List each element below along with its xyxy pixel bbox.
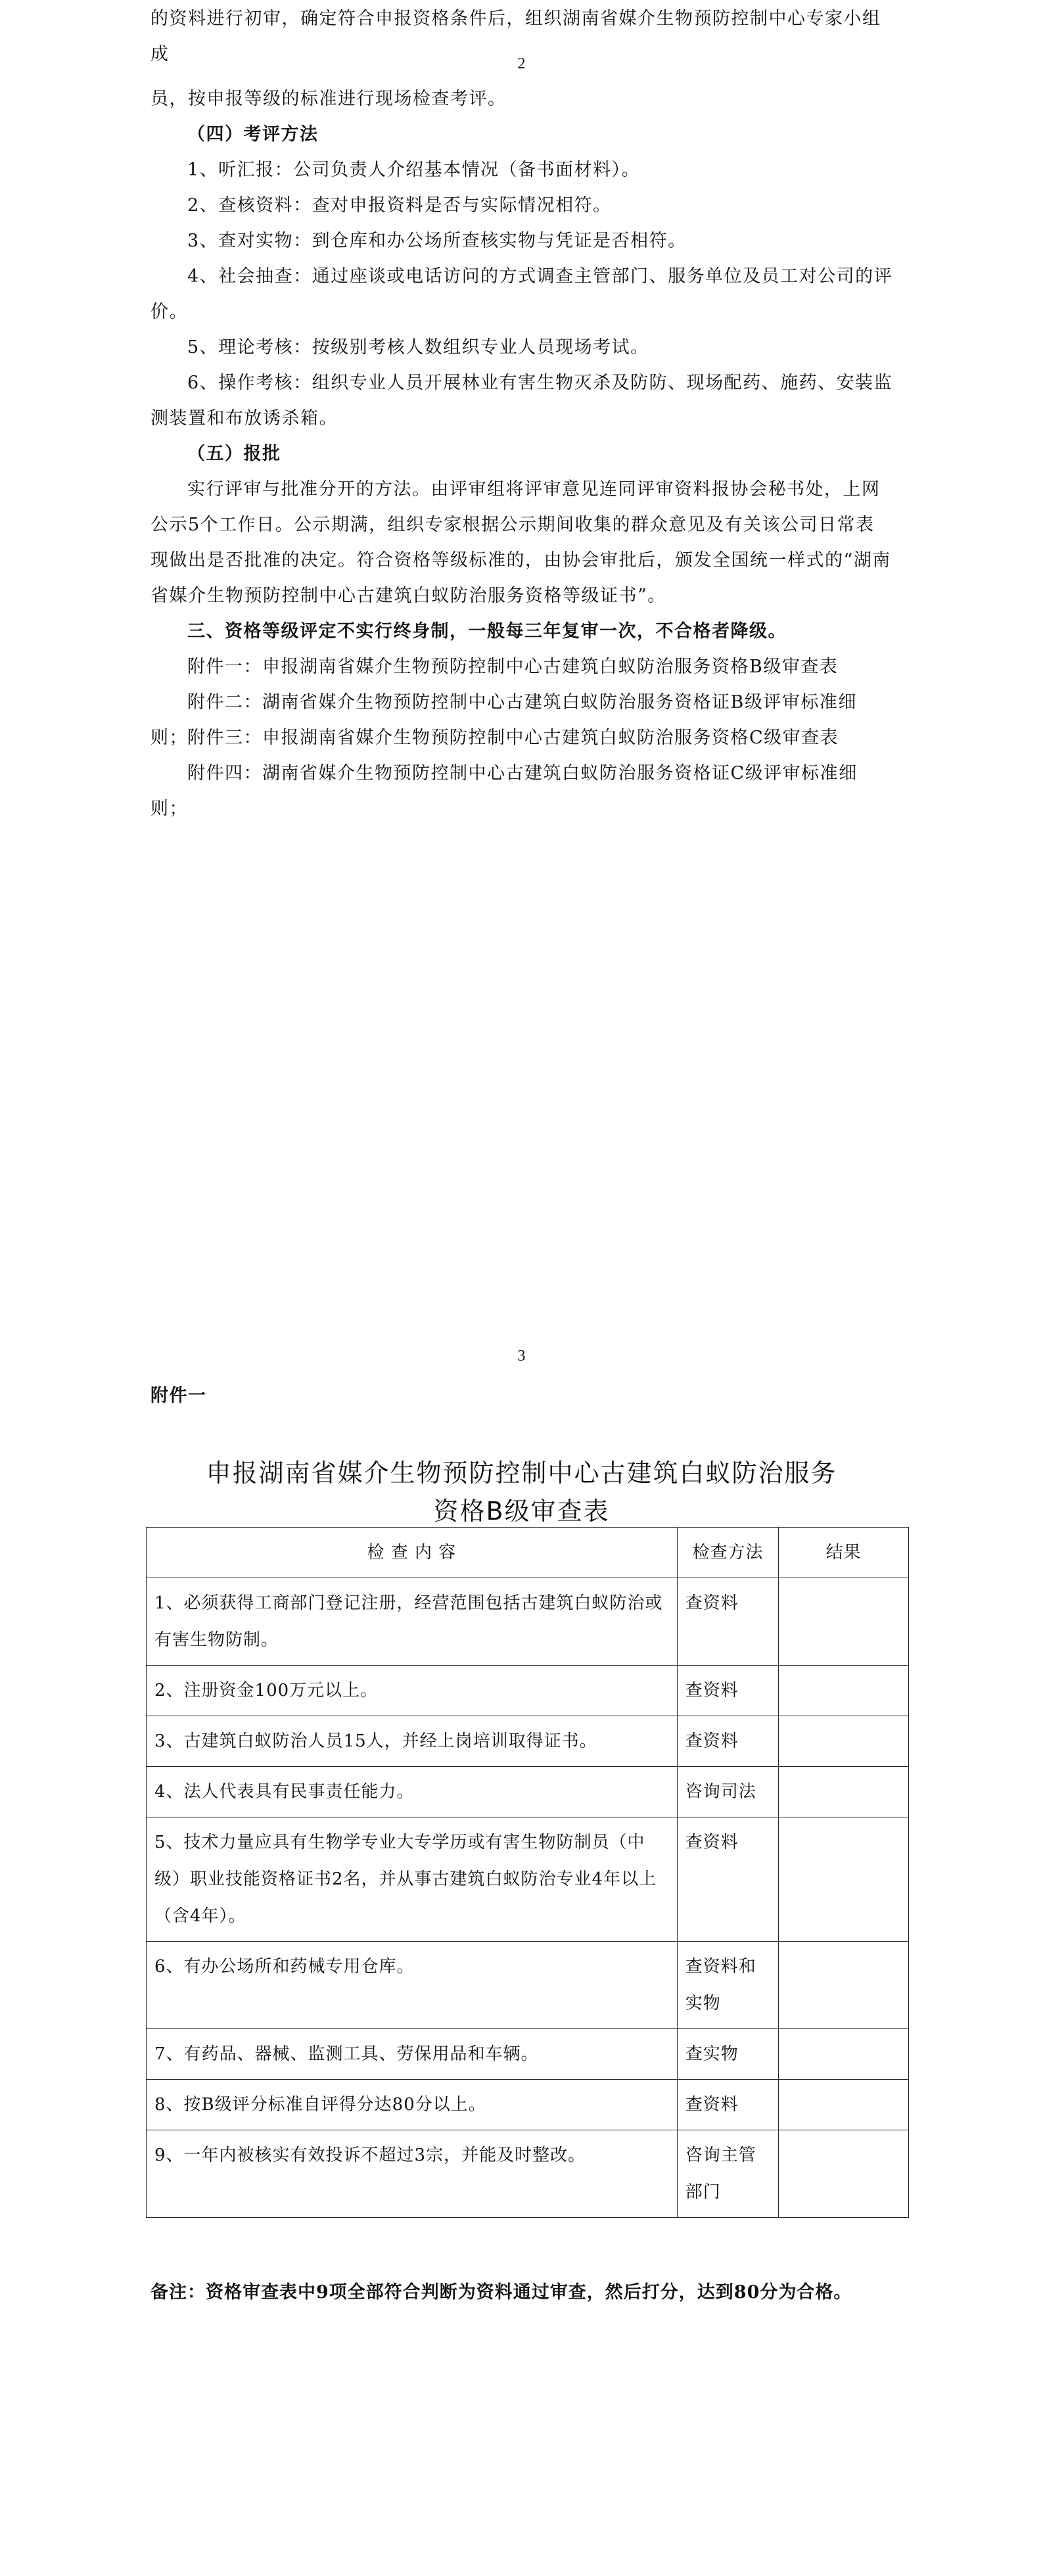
section4-item: 4、社会抽查：通过座谈或电话访问的方式调查主管部门、服务单位及员工对公司的评价。 (151, 266, 893, 322)
table-row (147, 1716, 909, 1767)
row-content: 6、有办公场所和药械专用仓库。 (147, 1942, 678, 2029)
attachment-item: 附件三：申报湖南省媒介生物预防控制中心古建筑白蚁防治服务资格C级审查表 (187, 728, 839, 748)
qualification-review-table (146, 1527, 909, 2218)
table-row (147, 1578, 909, 1666)
table-row (147, 2130, 909, 2218)
row-content: 2、注册资金100万元以上。 (147, 1666, 678, 1716)
row-method: 查资料 (677, 1817, 779, 1942)
header-content: 检 查 内 容 (147, 1528, 678, 1578)
row-method: 咨询司法 (677, 1767, 779, 1817)
table-row (147, 2029, 909, 2080)
row-method: 查资料 (677, 1578, 779, 1666)
section5-paragraph: 实行评审与批准分开的方法。由评审组将评审意见连同评审资料报协会秘书处，上网公示5个工作日。公示期满，组织专家根据公示期间收集的群众意见及有关该公司日常表现做出是否批准的决定。符合资格等级标准的，由协会审批后，颁发全国统一样式的“湖南省媒介生物预防控制中心古建筑白蚁防治服务资格等级证书”。 (151, 479, 891, 606)
row-method: 查资料 (677, 2080, 779, 2130)
row-method: 查资料 (677, 1716, 779, 1767)
row-method: 查资料和实物 (677, 1942, 779, 2029)
row-result (779, 1767, 909, 1817)
row-content: 9、一年内被核实有效投诉不超过3宗，并能及时整改。 (147, 2130, 678, 2218)
row-method: 查资料 (677, 1666, 779, 1716)
page-number-2: 2 (517, 55, 526, 72)
page-number-3: 3 (517, 1347, 526, 1365)
section5-heading: （五）报批 (187, 444, 281, 464)
row-result (779, 2080, 909, 2130)
section4-item: 1、听汇报：公司负责人介绍基本情况（备书面材料）。 (187, 160, 641, 180)
header-result: 结果 (779, 1528, 909, 1578)
row-method: 咨询主管部门 (677, 2130, 779, 2218)
row-content: 5、技术力量应具有生物学专业大专学历或有害生物防制员（中级）职业技能资格证书2名，并从事古建筑白蚁防治专业4年以上（含4年）。 (147, 1817, 678, 1942)
attachment-item: 附件一：申报湖南省媒介生物预防控制中心古建筑白蚁防治服务资格B级审查表 (187, 657, 839, 677)
row-result (779, 2130, 909, 2218)
section4-heading: （四）考评方法 (187, 124, 319, 145)
header-method: 检查方法 (677, 1528, 779, 1578)
section4-item: 2、查核资料：查对申报资料是否与实际情况相符。 (187, 195, 612, 216)
table-row (147, 1666, 909, 1716)
table-title-line1: 申报湖南省媒介生物预防控制中心古建筑白蚁防治服务 (206, 1459, 837, 1487)
row-content: 4、法人代表具有民事责任能力。 (147, 1767, 678, 1817)
row-result (779, 1716, 909, 1767)
continued-line: 的资料进行初审，确定符合申报资格条件后，组织湖南省媒介生物预防控制中心专家小组成 (151, 9, 881, 64)
section4-item: 6、操作考核：组织专业人员开展林业有害生物灭杀及防防、现场配药、施药、安装监测装置和布放诱杀箱。 (151, 373, 893, 429)
row-result (779, 1666, 909, 1716)
table-row (147, 1942, 909, 2029)
table-row (147, 1767, 909, 1817)
continued-line-2: 员，按申报等级的标准进行现场检查考评。 (151, 89, 507, 109)
table-title-line2: 资格B级审查表 (433, 1497, 610, 1526)
section4-item: 3、查对实物：到仓库和办公场所查核实物与凭证是否相符。 (187, 231, 687, 251)
attachment-item: 附件四：湖南省媒介生物预防控制中心古建筑白蚁防治服务资格证C级评审标准细则； (151, 763, 858, 819)
row-content: 7、有药品、器械、监测工具、劳保用品和车辆。 (147, 2029, 678, 2080)
table-note: 备注：资格审查表中9项全部符合判断为资料通过审查，然后打分，达到80分为合格。 (151, 2282, 852, 2303)
row-method: 查实物 (677, 2029, 779, 2080)
row-result (779, 1942, 909, 2029)
attachment-item: 附件二：湖南省媒介生物预防控制中心古建筑白蚁防治服务资格证B级评审标准细则； (151, 692, 857, 748)
rule-three: 三、资格等级评定不实行终身制，一般每三年复审一次，不合格者降级。 (187, 621, 787, 642)
row-result (779, 1578, 909, 1666)
table-header-row (147, 1528, 909, 1578)
row-result (779, 1817, 909, 1942)
table-row (147, 2080, 909, 2130)
attachment-label: 附件一 (151, 1386, 207, 1406)
row-result (779, 2029, 909, 2080)
section4-item: 5、理论考核：按级别考核人数组织专业人员现场考试。 (187, 337, 649, 358)
row-content: 8、按B级评分标准自评得分达80分以上。 (147, 2080, 678, 2130)
row-content: 1、必须获得工商部门登记注册，经营范围包括古建筑白蚁防治或有害生物防制。 (147, 1578, 678, 1666)
table-row (147, 1817, 909, 1942)
row-content: 3、古建筑白蚁防治人员15人，并经上岗培训取得证书。 (147, 1716, 678, 1767)
